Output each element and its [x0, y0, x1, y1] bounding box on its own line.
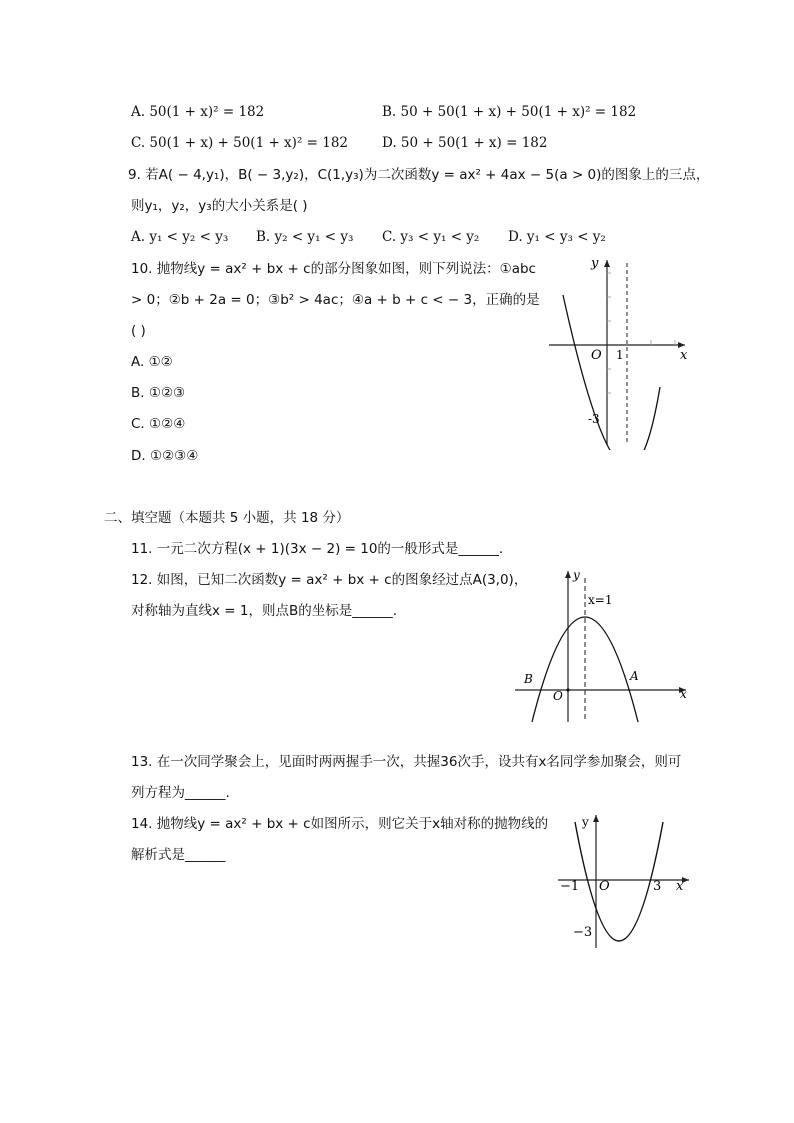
q10-stem-line2: > 0；②b + 2a = 0；③b² > 4ac；④a + b + c < − 3，正确的是	[131, 292, 540, 308]
q14-parabola-figure	[555, 812, 695, 952]
q10-stem-line3: ( )	[131, 323, 146, 339]
q10-option-c: C. ①②④	[131, 416, 186, 432]
origin-label: O	[591, 348, 602, 363]
x-axis-label: x	[676, 879, 684, 894]
y-axis-arrow	[565, 571, 571, 578]
axis-of-symmetry-label: x=1	[588, 593, 613, 607]
y-axis-label: y	[573, 568, 580, 582]
q11-stem: 11. 一元二次方程(x + 1)(3x − 2) = 10的一般形式是______.	[131, 541, 504, 557]
tick-label-neg1: −1	[560, 879, 580, 894]
q14-stem-line1: 14. 抛物线y = ax² + bx + c如图所示，则它关于x轴对称的抛物线的	[131, 816, 549, 832]
tick-label-3: 3	[653, 879, 662, 894]
y-axis-label: y	[591, 256, 599, 271]
q9-option-c: C. y₃ < y₁ < y₂	[382, 229, 480, 245]
parabola-curve	[575, 822, 663, 941]
point-a-label: A	[630, 669, 639, 683]
section-2-heading: 二、填空题（本题共 5 小题，共 18 分）	[104, 510, 350, 526]
q9-option-a: A. y₁ < y₂ < y₃	[131, 229, 229, 245]
y-axis-label: y	[582, 815, 589, 829]
q9-option-b: B. y₂ < y₁ < y₃	[256, 229, 354, 245]
q8-option-c: C. 50(1 + x) + 50(1 + x)² = 182	[131, 135, 349, 151]
q14-stem-line2: 解析式是______	[131, 847, 226, 863]
x-axis-label: x	[680, 348, 688, 363]
tick-label-neg3: −3	[573, 925, 593, 940]
origin-dot	[566, 688, 569, 691]
q10-option-b: B. ①②③	[131, 385, 186, 401]
q9-stem-line1: 9. 若A( − 4,y₁)，B( − 3,y₂)，C(1,y₃)为二次函数y = ax² + 4ax − 5(a > 0)的图象上的三点，	[128, 167, 710, 183]
origin-label: O	[599, 879, 610, 894]
q12-stem-line2: 对称轴为直线x = 1，则点B的坐标是______.	[131, 603, 398, 619]
origin-label: O	[553, 689, 563, 703]
tick-label-1: 1	[616, 348, 624, 362]
q8-option-a: A. 50(1 + x)² = 182	[131, 104, 265, 120]
x-axis-label: x	[680, 687, 687, 701]
x-ticks	[627, 340, 675, 345]
q8-option-b: B. 50 + 50(1 + x) + 50(1 + x)² = 182	[382, 104, 637, 120]
q12-stem-line1: 12. 如图，已知二次函数y = ax² + bx + c的图象经过点A(3,0)，	[131, 572, 528, 588]
tick-label-neg3: -3	[588, 412, 600, 426]
q10-parabola-figure	[545, 255, 695, 450]
y-axis-arrow	[593, 815, 599, 822]
q10-stem-line1: 10. 抛物线y = ax² + bx + c的部分图象如图，则下列说法：①abc	[131, 261, 536, 277]
q13-stem-line1: 13. 在一次同学聚会上，见面时两两握手一次，共握36次手，设共有x名同学参加聚会，则可	[131, 754, 682, 770]
point-b-label: B	[524, 672, 533, 686]
q8-option-d: D. 50 + 50(1 + x) = 182	[382, 135, 548, 151]
q9-option-d: D. y₁ < y₃ < y₂	[508, 229, 606, 245]
q13-stem-line2: 列方程为______.	[131, 785, 230, 801]
q9-stem-line2: 则y₁，y₂，y₃的大小关系是( )	[131, 198, 308, 214]
q10-option-a: A. ①②	[131, 354, 173, 370]
q12-parabola-figure	[510, 566, 692, 726]
y-axis-arrow	[604, 260, 610, 267]
q10-option-d: D. ①②③④	[131, 448, 199, 464]
parabola-curve	[563, 295, 660, 450]
